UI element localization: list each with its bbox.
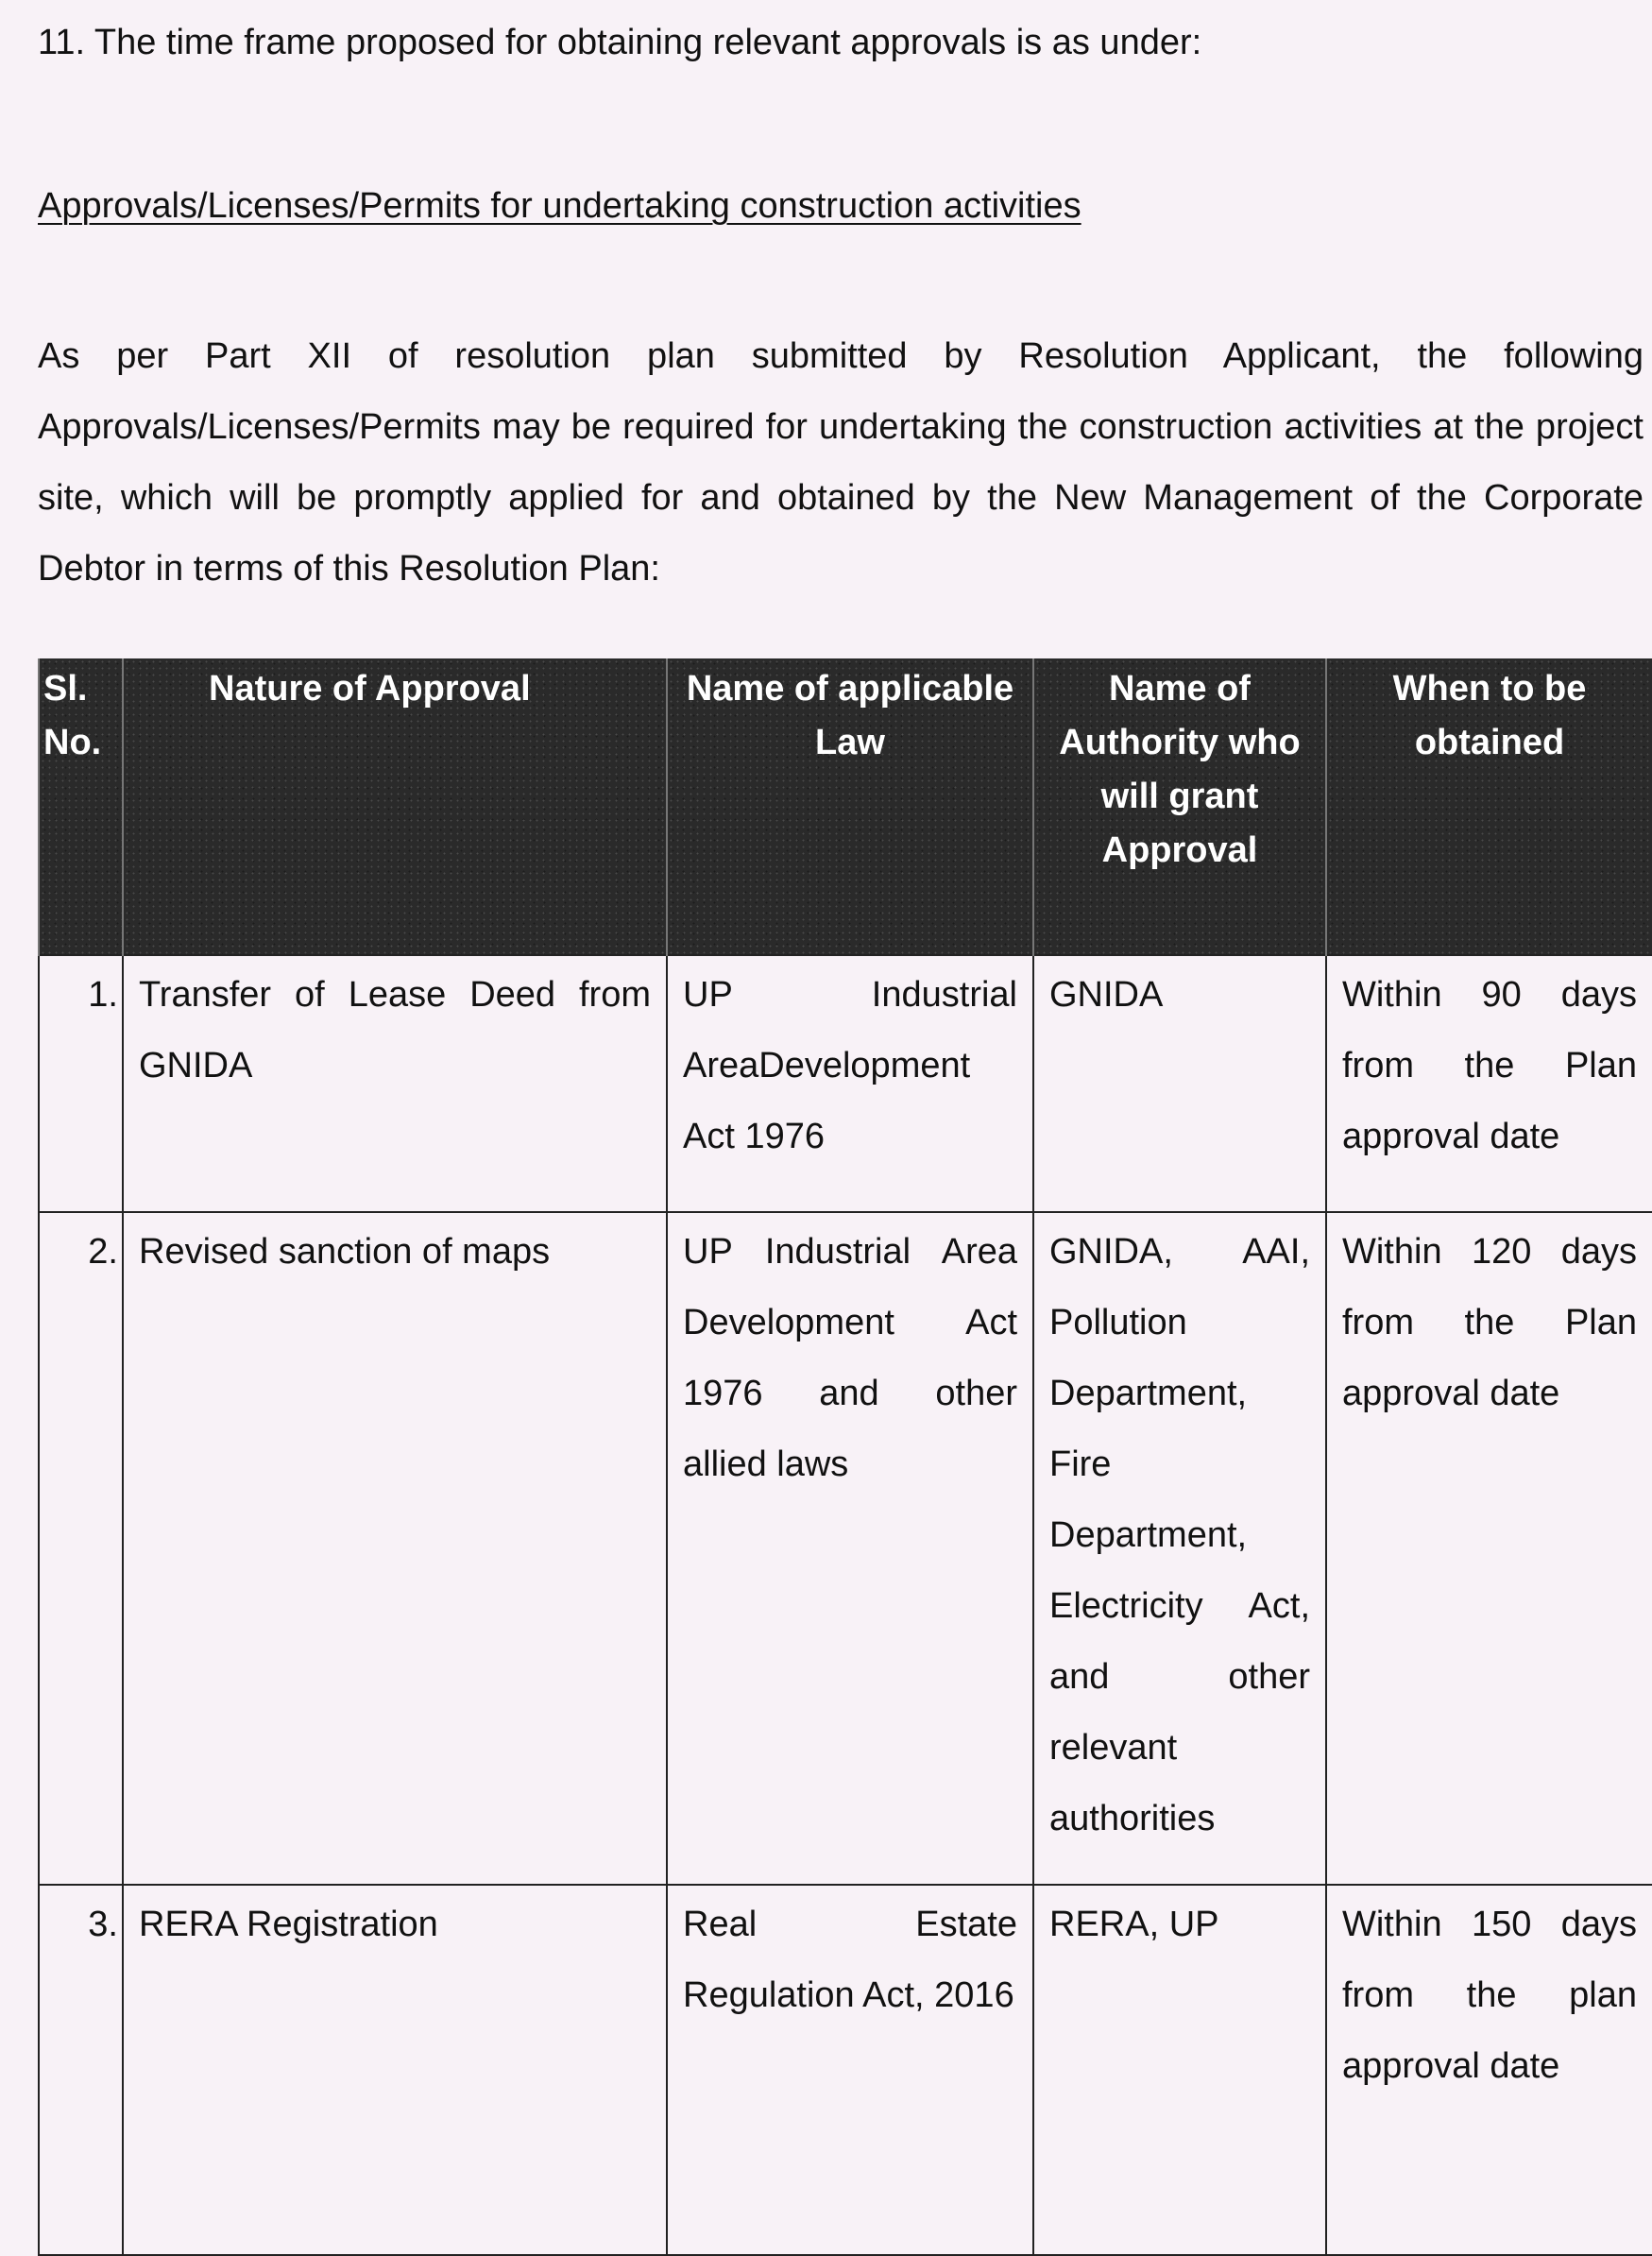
- row-sl-no: 1.: [39, 955, 123, 1212]
- row-nature: Revised sanction of maps: [123, 1212, 667, 1885]
- row-law: UP Industrial Area Development Act 1976 and other allied laws: [667, 1212, 1033, 1885]
- section-heading: 11. The time frame proposed for obtaining relevant approvals is as under:: [38, 23, 1202, 62]
- subheading: Approvals/Licenses/Permits for undertaking construction activities: [38, 186, 1081, 226]
- header-applicable-law: Name of applicable Law: [667, 658, 1033, 955]
- header-nature-of-approval: Nature of Approval: [123, 658, 667, 955]
- row-authority: GNIDA: [1033, 955, 1326, 1212]
- row-when: Within 150 days from the plan approval date: [1326, 1885, 1652, 2255]
- table-row: [39, 955, 1652, 1212]
- row-law: Real Estate Regulation Act, 2016: [667, 1885, 1033, 2255]
- approvals-table: [38, 658, 1652, 2256]
- table-row: [39, 1212, 1652, 1885]
- header-sl-no: Sl. No.: [39, 658, 123, 955]
- row-authority: RERA, UP: [1033, 1885, 1326, 2255]
- header-when-to-obtain: When to be obtained: [1326, 658, 1652, 955]
- header-authority: Name of Authority who will grant Approval: [1033, 658, 1326, 955]
- table-row: [39, 1885, 1652, 2255]
- row-when: Within 90 days from the Plan approval date: [1326, 955, 1652, 1212]
- row-nature: Transfer of Lease Deed from GNIDA: [123, 955, 667, 1212]
- row-nature: RERA Registration: [123, 1885, 667, 2255]
- intro-paragraph: As per Part XII of resolution plan submitted by Resolution Applicant, the following Approvals/Licenses/Permits may be required for undertaking the construction activities at the project site, which will be promptly applied for and obtained by the New Management of the Corporate Debtor in terms of this Resolution Plan:: [38, 336, 1643, 589]
- row-authority: GNIDA, AAI, Pollution Department, Fire Department, Electricity Act, and other relevant authorities: [1033, 1212, 1326, 1885]
- row-law: UP Industrial AreaDevelopment Act 1976: [667, 955, 1033, 1212]
- row-sl-no: 2.: [39, 1212, 123, 1885]
- row-sl-no: 3.: [39, 1885, 123, 2255]
- row-when: Within 120 days from the Plan approval date: [1326, 1212, 1652, 1885]
- table-header-row: [39, 658, 1652, 955]
